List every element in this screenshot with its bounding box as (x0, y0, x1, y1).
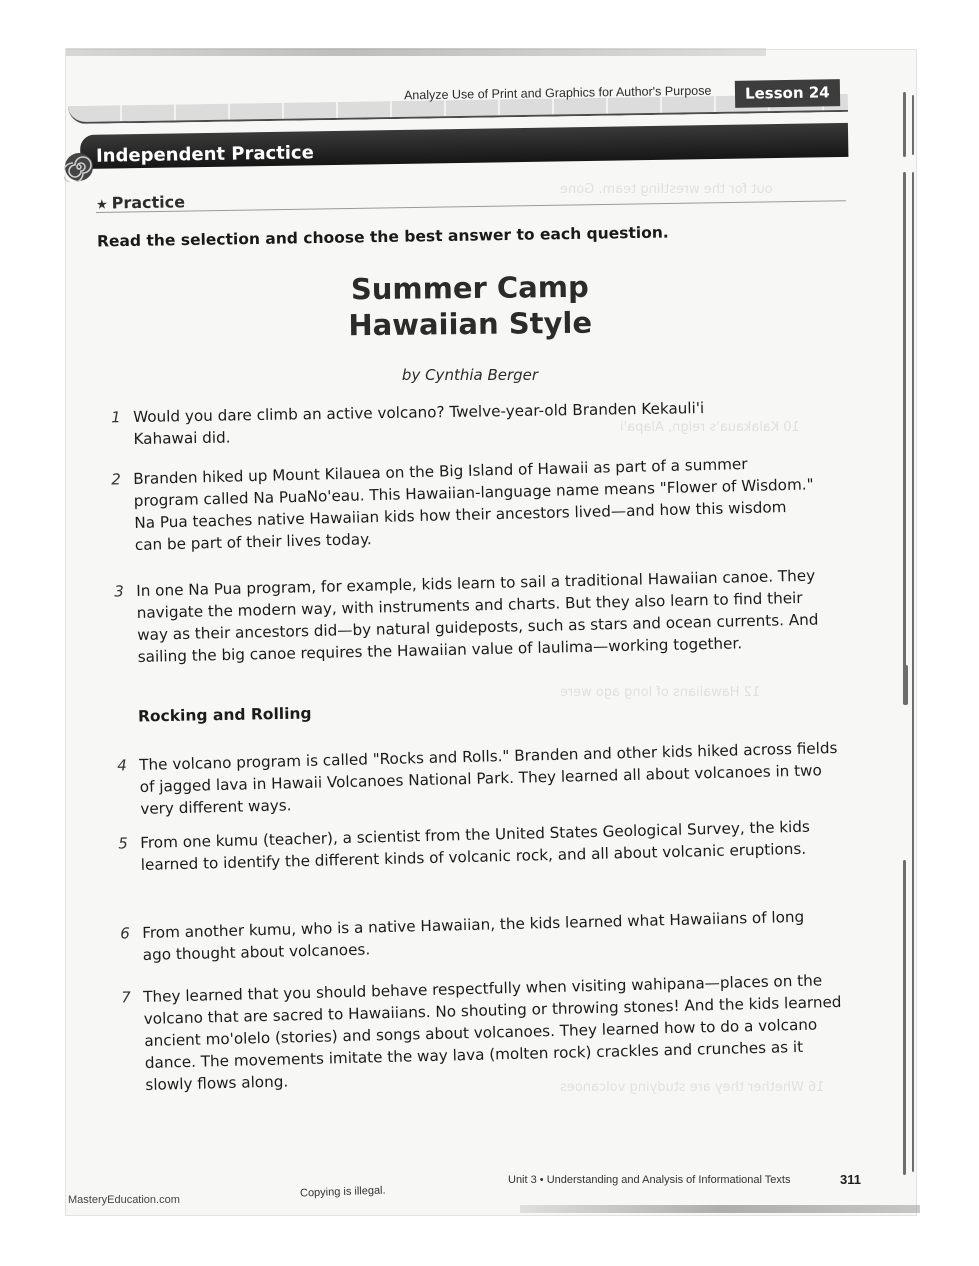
spine-line (903, 665, 908, 705)
paragraph-text: They learned that you should behave respectfully when visiting wahipana—places on the volcano that are sacred to Hawaiians. No shouting or throwing stones! And the kids learned ancient mo'olelo (stories) and songs about volcanoes. They learned how to do a volcano dance. The movements imitate the way lava (molten rock) crackles and crunches as it slowly flows along. (143, 971, 842, 1094)
star-icon: ★ (95, 197, 108, 213)
paragraph-number: 2 (111, 470, 122, 489)
bleed-through-text: 10 Kalakaua's reign, Alapa'i (620, 420, 800, 435)
publisher-website: MasteryEducation.com (68, 1194, 180, 1206)
bleed-through-text: out for the wrestling team. Gone (560, 182, 773, 197)
paragraph-7 (121, 969, 855, 1096)
paragraph-text: Would you dare climb an active volcano? Twelve-year-old Branden Kekauli'i Kahawai did. (133, 399, 705, 448)
spine-line (903, 92, 906, 157)
paragraph-number: 6 (120, 924, 131, 943)
instructions: Read the selection and choose the best answer to each question. (96, 223, 669, 251)
paragraph-number: 5 (118, 834, 129, 853)
paragraph-text: Branden hiked up Mount Kilauea on the Big Island of Hawaii as part of a summer program called Na PuaNo'eau. This Hawaiian-language name means "Flower of Wisdom." Na Pua teaches native Hawaiian kids how their ancestors lived—and how this wisdom can be part of their lives today. (133, 454, 814, 554)
lesson-badge: Lesson 24 (735, 79, 840, 108)
paragraph-1 (111, 397, 734, 450)
story-title-line-1: Summer Camp (350, 269, 589, 307)
bleed-through-text: 12 Hawaiians of long ago were (560, 685, 761, 700)
page-number: 311 (840, 1172, 861, 1187)
story-title (300, 268, 641, 344)
practice-label-text: Practice (111, 192, 186, 213)
spine-line (903, 860, 906, 1175)
story-title-line-2: Hawaiian Style (348, 305, 593, 343)
bleed-through-text: 16 Whether they are studying volcanoes (560, 1080, 825, 1095)
paragraph-number: 1 (111, 408, 121, 427)
unit-title: Unit 3 • Understanding and Analysis of Informational Texts (508, 1174, 791, 1186)
section-title: Independent Practice (95, 142, 314, 167)
paragraph-text: From another kumu, who is a native Hawaiian, the kids learned what Hawaiians of long ago thought about volcanoes. (142, 907, 805, 964)
byline: by Cynthia Berger (401, 366, 539, 384)
lesson-title: Analyze Use of Print and Graphics for Author's Purpose (403, 83, 712, 103)
paragraph-text: In one Na Pua program, for example, kids learn to sail a traditional Hawaiian canoe. They navigate the modern way, with instruments and charts. But they also learn to find their way as their ancestors did—by natural guideposts, such as stars and ocean currents. And sailing the big canoe requires the Hawaiian value of laulima—working together. (136, 566, 819, 666)
paragraph-number: 4 (117, 756, 128, 775)
paragraph-number: 7 (121, 988, 132, 1007)
page-bottom-edge (520, 1205, 920, 1213)
subheading: Rocking and Rolling (137, 704, 312, 726)
paragraph-text: From one kumu (teacher), a scientist from the United States Geological Survey, the kids learned to identify the different kinds of volcanic rock, and all about volcanic eruptions. (140, 817, 811, 874)
spine-line (903, 172, 906, 692)
copyright-notice: Copying is illegal. (299, 1184, 386, 1200)
paragraph-number: 3 (114, 582, 125, 601)
swirl-icon (64, 152, 94, 182)
paragraph-3 (114, 564, 828, 668)
page-top-edge (66, 48, 766, 56)
spine-line (912, 172, 914, 1172)
paragraph-2 (111, 451, 815, 556)
paragraph-text: The volcano program is called "Rocks and Rolls." Branden and other kids hiked across fields of jagged lava in Hawaii Volcanoes National Park. They learned all about volcanoes in two very different ways. (139, 738, 838, 818)
spine-line (912, 95, 914, 155)
practice-label (96, 192, 185, 212)
